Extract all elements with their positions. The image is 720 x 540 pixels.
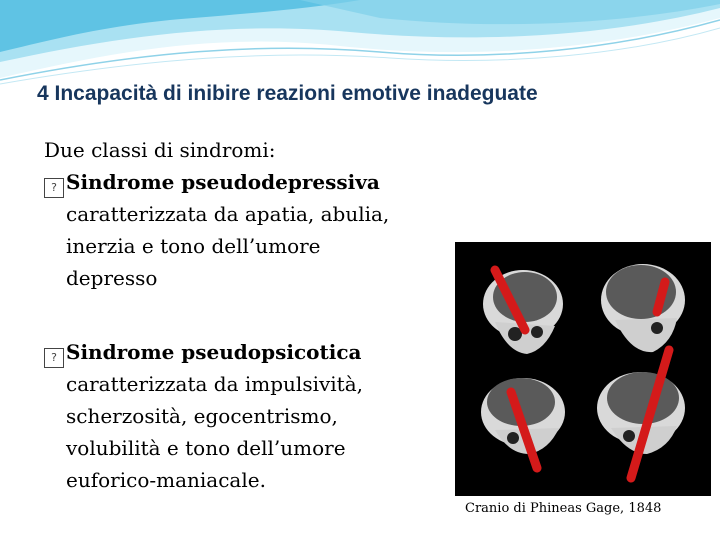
skull-view-top-left — [483, 270, 563, 354]
bullet-description: caratterizzata da impulsività, — [66, 372, 363, 396]
missing-glyph-bullet-icon: ? — [44, 348, 64, 368]
missing-glyph-bullet-icon: ? — [44, 178, 64, 198]
intro-text: Due classi di sindromi: — [44, 138, 276, 162]
bullet-heading: Sindrome pseudopsicotica — [66, 340, 362, 364]
header-wave-decoration — [0, 0, 720, 90]
phineas-gage-skull-image — [455, 242, 711, 496]
bullet-description: inerzia e tono dell’umore — [66, 234, 321, 258]
figure-caption: Cranio di Phineas Gage, 1848 — [465, 501, 662, 516]
skull-view-bottom-right — [597, 350, 685, 478]
skull-view-bottom-left — [481, 378, 565, 468]
bullet-description: volubilità e tono dell’umore — [66, 436, 346, 460]
skull-view-top-right — [601, 264, 685, 352]
bullet-description: depresso — [66, 266, 158, 290]
bullet-heading: Sindrome pseudodepressiva — [66, 170, 380, 194]
slide-title: 4 Incapacità di inibire reazioni emotive inadeguate — [37, 82, 538, 105]
bullet-description: scherzosità, egocentrismo, — [66, 404, 338, 428]
bullet-pseudodepressiva — [44, 166, 454, 294]
bullet-pseudopsicotica — [44, 336, 454, 496]
bullet-description: euforico-maniacale. — [66, 468, 266, 492]
slide-body — [44, 134, 454, 496]
bullet-description: caratterizzata da apatia, abulia, — [66, 202, 390, 226]
